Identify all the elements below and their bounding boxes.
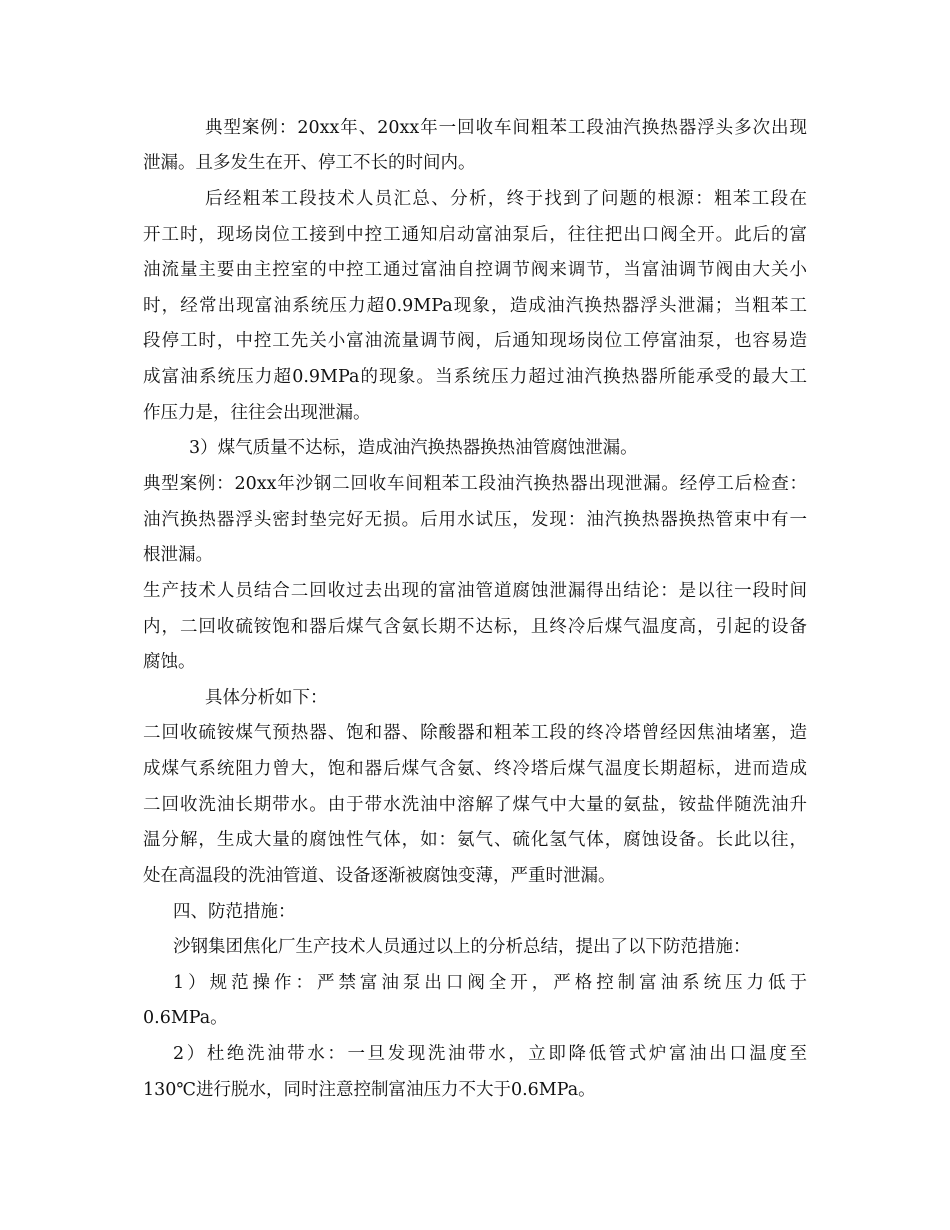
measure2-line-1: 2）杜绝洗油带水：一旦发现洗油带水，立即降低管式炉富油出口温度至: [173, 1044, 807, 1064]
measure1-line-1: 1）规范操作：严禁富油泵出口阀全开，严格控制富油系统压力低于: [173, 973, 807, 993]
case2-line-2: 油汽换热器浮头密封垫完好无损。后用水试压，发现：油汽换热器换热管束中有一: [143, 510, 807, 530]
detail-line-3: 二回收洗油长期带水。由于带水洗油中溶解了煤气中大量的氨盐，铵盐伴随洗油升: [143, 795, 807, 815]
analysis1-line-7: 作压力是，往往会出现泄漏。: [143, 403, 371, 423]
detail-heading: 具体分析如下：: [205, 688, 328, 708]
measure1-line-2: 0.6MPa。: [143, 1008, 228, 1028]
conclusion-line-2: 内，二回收硫铵饱和器后煤气含氨长期不达标，且终冷后煤气温度高，引起的设备: [143, 617, 807, 637]
analysis1-line-1: 后经粗苯工段技术人员汇总、分析，终于找到了问题的根源：粗苯工段在: [205, 189, 807, 209]
analysis1-line-6: 成富油系统压力超0.9MPa的现象。当系统压力超过油汽换热器所能承受的最大工: [143, 367, 807, 387]
analysis1-line-5: 段停工时，中控工先关小富油流量调节阀，后通知现场岗位工停富油泵，也容易造: [143, 331, 807, 351]
measure2-line-2: 130℃进行脱水，同时注意控制富油压力不大于0.6MPa。: [143, 1080, 596, 1100]
analysis1-line-2: 开工时，现场岗位工接到中控工通知启动富油泵后，往往把出口阀全开。此后的富: [143, 225, 807, 245]
case2-line-1: 典型案例：20xx年沙钢二回收车间粗苯工段油汽换热器出现泄漏。经停工后检查：: [143, 474, 807, 494]
detail-line-1: 二回收硫铵煤气预热器、饱和器、除酸器和粗苯工段的终冷塔曾经因焦油堵塞，造: [143, 723, 807, 743]
measures-intro: 沙钢集团焦化厂生产技术人员通过以上的分析总结，提出了以下防范措施：: [173, 937, 751, 957]
case1-line-1: 典型案例：20xx年、20xx年一回收车间粗苯工段油汽换热器浮头多次出现: [205, 118, 807, 138]
cause3-heading: 3）煤气质量不达标，造成油汽换热器换热油管腐蚀泄漏。: [189, 438, 638, 458]
conclusion-line-3: 腐蚀。: [143, 652, 196, 672]
section-four-heading: 四、防范措施：: [173, 902, 296, 922]
case1-line-2: 泄漏。且多发生在开、停工不长的时间内。: [143, 153, 476, 173]
detail-line-5: 处在高温段的洗油管道、设备逐渐被腐蚀变薄，严重时泄漏。: [143, 866, 616, 886]
detail-line-2: 成煤气系统阻力曾大，饱和器后煤气含氨、终冷塔后煤气温度长期超标，进而造成: [143, 759, 807, 779]
case2-line-3: 根泄漏。: [143, 545, 213, 565]
conclusion-line-1: 生产技术人员结合二回收过去出现的富油管道腐蚀泄漏得出结论：是以往一段时间: [143, 581, 807, 601]
analysis1-line-3: 油流量主要由主控室的中控工通过富油自控调节阀来调节，当富油调节阀由大关小: [143, 260, 807, 280]
analysis1-line-4: 时，经常出现富油系统压力超0.9MPa现象，造成油汽换热器浮头泄漏；当粗苯工: [143, 296, 807, 316]
detail-line-4: 温分解，生成大量的腐蚀性气体，如：氨气、硫化氢气体，腐蚀设备。长此以往，: [143, 830, 807, 850]
